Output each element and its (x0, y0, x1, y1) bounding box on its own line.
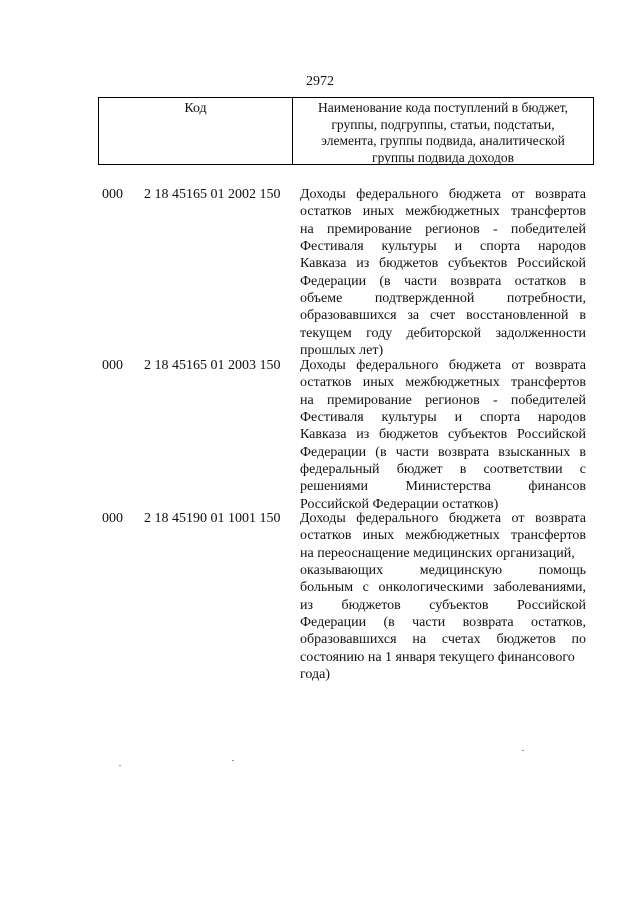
scan-speck (522, 750, 524, 751)
description-line: прошлых лет) (300, 343, 384, 359)
description-line: года) (300, 667, 330, 683)
description-line: текущем году дебиторской задолженности (300, 325, 586, 341)
description-line: Федерации (в части возврата взысканных в (300, 444, 586, 460)
description-line: образовавшихся на счетах бюджетов по (300, 632, 586, 648)
header-name-line: Наименование кода поступлений в бюджет, (317, 100, 568, 115)
description-line: Доходы федерального бюджета от возврата (300, 187, 586, 202)
header-name-line: группы подвида доходов (372, 149, 514, 165)
description-line: из бюджетов субъектов Российской (300, 597, 586, 613)
header-name-line: элемента, группы подвида, аналитической (321, 133, 565, 148)
scan-speck (232, 760, 234, 761)
description-line: Российской Федерации остатков) (300, 496, 499, 512)
description-line: остатков иных межбюджетных трансфертов (300, 528, 586, 544)
description-line: федеральный бюджет в соответствии с (300, 462, 586, 478)
admin-code: 000 (102, 511, 123, 526)
description-line: Фестиваля культуры и спорта народов (300, 410, 586, 426)
description-line: на премирование регионов - победителей (300, 392, 586, 408)
description-line: Фестиваля культуры и спорта народов (300, 239, 586, 255)
description-line: Федерации (в части возврата остатков в (300, 273, 586, 289)
header-name-line: группы, подгруппы, статьи, подстатьи, (331, 116, 555, 132)
description-line: на премирование регионов - победителей (300, 221, 586, 237)
description-line: решениями Министерства финансов (300, 479, 586, 495)
description-line: оказывающих медицинскую помощь (300, 563, 586, 579)
description-line: образовавшихся за счет восстановленной в (300, 308, 586, 324)
description-line: объеме подтвержденной потребности, (300, 291, 586, 307)
admin-code: 000 (102, 358, 123, 373)
kbk-code: 2 18 45165 01 2002 150 (144, 187, 281, 202)
admin-code: 000 (102, 187, 123, 202)
description-line: Федерации (в части возврата остатков, (300, 615, 586, 631)
description-line: остатков иных межбюджетных трансфертов (300, 204, 586, 220)
description-line: на переоснащение медицинских организаций, (300, 545, 575, 561)
description-line: больным с онкологическими заболеваниями, (300, 580, 586, 596)
entry-description (300, 186, 586, 359)
kbk-code: 2 18 45190 01 1001 150 (144, 511, 281, 526)
header-code-cell: Код (99, 98, 293, 164)
header-name-cell (293, 98, 593, 164)
description-line: остатков иных межбюджетных трансфертов (300, 375, 586, 391)
description-line: состоянию на 1 января текущего финансового (300, 649, 575, 665)
description-line: Кавказа из бюджетов субъектов Российской (300, 427, 586, 443)
page-number: 2972 (306, 74, 334, 89)
entry-description (300, 357, 586, 513)
entry-description (300, 510, 586, 683)
description-line: Доходы федерального бюджета от возврата (300, 511, 586, 526)
description-line: Доходы федерального бюджета от возврата (300, 358, 586, 373)
table-header (98, 97, 594, 165)
scan-speck (119, 765, 121, 766)
description-line: Кавказа из бюджетов субъектов Российской (300, 256, 586, 272)
kbk-code: 2 18 45165 01 2003 150 (144, 358, 281, 373)
